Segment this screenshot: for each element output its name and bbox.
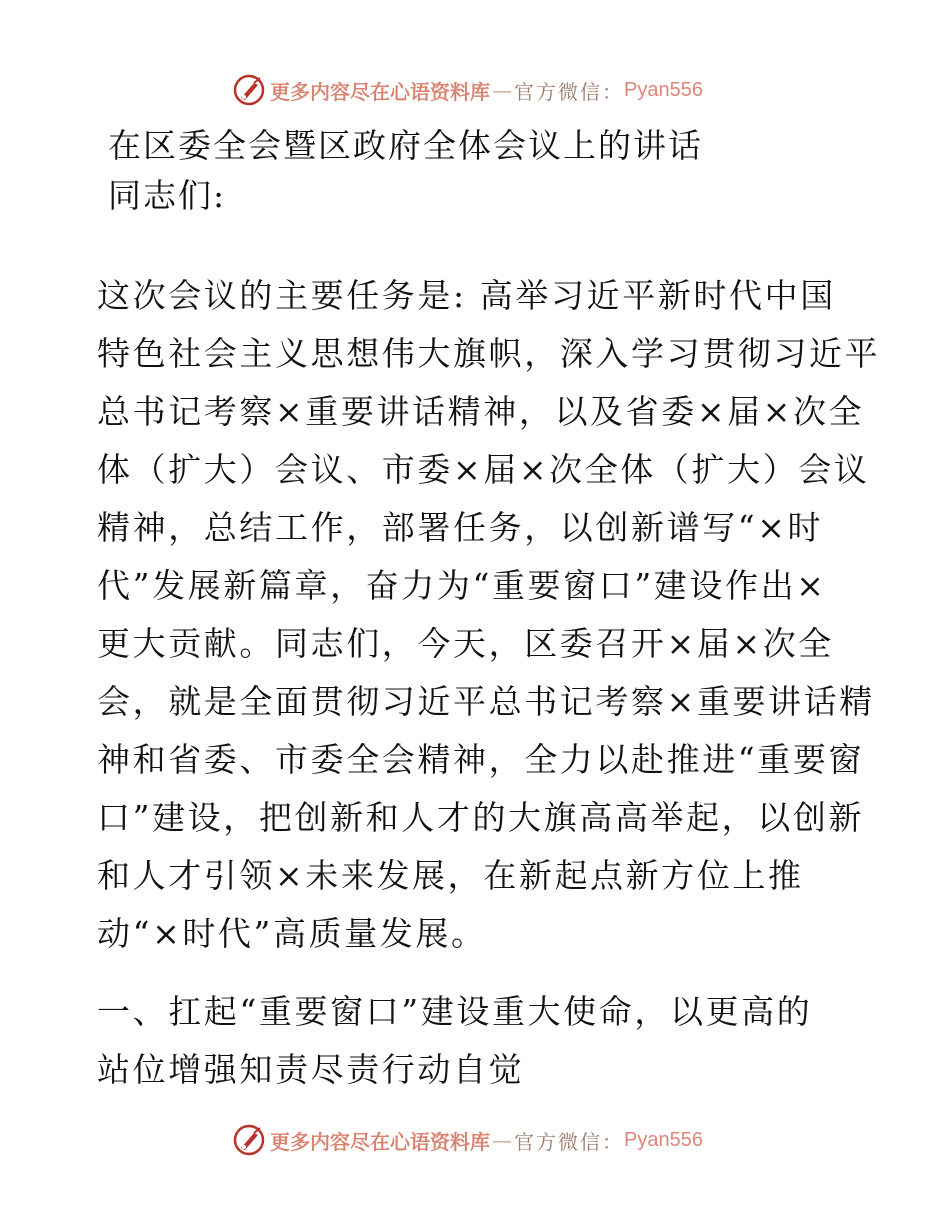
quill-logo-icon bbox=[232, 1123, 266, 1157]
paragraph-line: 会，就是全面贯彻习近平总书记考察×重要讲话精 bbox=[97, 682, 875, 721]
paragraph-line: 特色社会主义思想伟大旗帜，深入学习贯彻习近平 bbox=[97, 334, 881, 373]
greeting: 同志们: bbox=[108, 176, 227, 215]
quill-logo-icon bbox=[232, 73, 266, 107]
paragraph-line: 代”发展新篇章，奋力为“重要窗口”建设作出× bbox=[97, 566, 827, 605]
watermark-wechat-label: 官方微信： bbox=[514, 79, 624, 104]
watermark-separator: — bbox=[492, 78, 512, 102]
paragraph-line: 神和省委、市委全会精神，全力以赴推进“重要窗 bbox=[97, 740, 865, 779]
watermark-wechat-id: Pyan556 bbox=[624, 78, 703, 101]
watermark-site-text: 更多内容尽在心语资料库 bbox=[270, 79, 490, 104]
paragraph-line: 精神，总结工作，部署任务，以创新谱写“×时 bbox=[97, 508, 824, 547]
watermark-banner-bottom bbox=[232, 1122, 752, 1158]
watermark-separator: — bbox=[492, 1128, 512, 1152]
watermark-wechat-id: Pyan556 bbox=[624, 1128, 703, 1151]
heading-line: 站位增强知责尽责行动自觉 bbox=[97, 1050, 525, 1089]
watermark-banner-top bbox=[232, 72, 752, 108]
paragraph-line: 更大贡献。同志们，今天，区委召开×届×次全 bbox=[97, 624, 834, 663]
paragraph-line: 体（扩大）会议、市委×届×次全体（扩大）会议 bbox=[97, 450, 870, 489]
paragraph-line: 总书记考察×重要讲话精神，以及省委×届×次全 bbox=[97, 392, 865, 431]
paragraph-line: 和人才引领×未来发展，在新起点新方位上推 bbox=[97, 856, 804, 895]
paragraph-line: 口”建设，把创新和人才的大旗高高举起，以创新 bbox=[97, 798, 865, 837]
speech-title: 在区委全会暨区政府全体会议上的讲话 bbox=[108, 126, 703, 165]
paragraph-line: 动“×时代”高质量发展。 bbox=[97, 914, 487, 953]
watermark-site-text: 更多内容尽在心语资料库 bbox=[270, 1129, 490, 1154]
watermark-wechat-label: 官方微信： bbox=[514, 1129, 624, 1154]
heading-line: 一、扛起“重要窗口”建设重大使命，以更高的 bbox=[97, 992, 813, 1031]
paragraph-line: 这次会议的主要任务是: 高举习近平新时代中国 bbox=[97, 276, 836, 315]
